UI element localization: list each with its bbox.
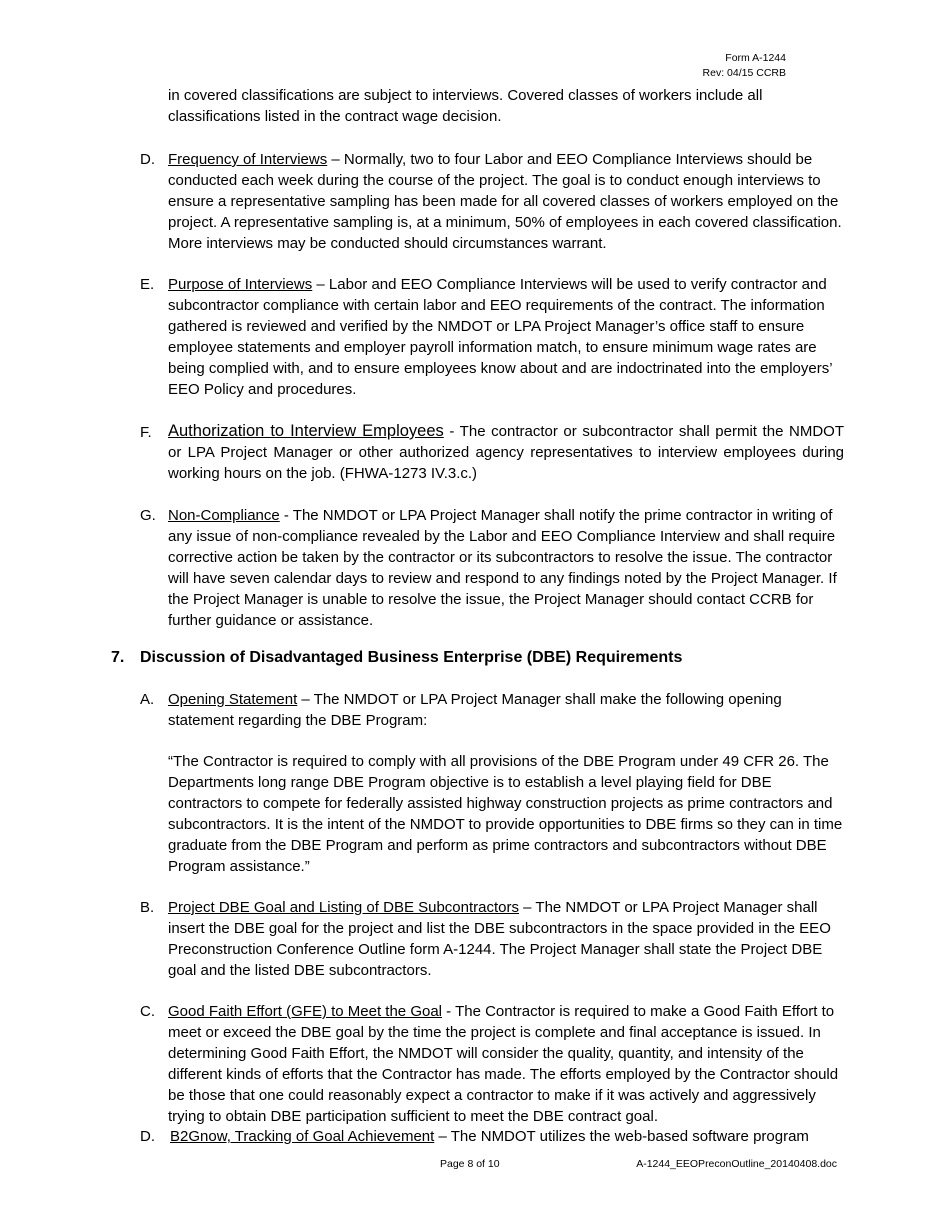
page-number: Page 8 of 10 <box>440 1158 500 1170</box>
item-title: Non-Compliance <box>168 507 280 524</box>
item-dbe-goal-listing <box>168 897 844 981</box>
document-filename: A-1244_EEOPreconOutline_20140408.doc <box>636 1158 837 1170</box>
item-e-label: E. <box>140 276 155 293</box>
item-title: Authorization to Interview Employees <box>168 422 444 440</box>
item-title: B2Gnow, Tracking of Goal Achievement <box>170 1128 435 1145</box>
item-b2gnow <box>170 1126 846 1147</box>
item-title: Purpose of Interviews <box>168 276 313 293</box>
section-7-heading: Discussion of Disadvantaged Business Enterprise (DBE) Requirements <box>140 649 683 666</box>
item-title: Project DBE Goal and Listing of DBE Subcontractors <box>168 899 520 916</box>
item-opening-statement <box>168 689 844 731</box>
item-body: - The contractor or subcontractor shall permit the NMDOT or LPA Project Manager or other authorized agency representatives to interview employees during working hours on the job. (FHWA-1273 IV.3.c.) <box>168 423 845 482</box>
item-body: - The Contractor is required to make a Good Faith Effort to meet or exceed the DBE goal by the time the project is complete and final acceptance is issued. In determining Good Faith Effort, the NMDOT will consider the quality, quantity, and intensity of the different kinds of efforts that the Contractor has made. The efforts employed by the Contractor should be those that one could reasonably expect a contractor to make if it was actively and aggressively trying to obtain DBE participation sufficient to meet the DBE contract goal. <box>168 1003 839 1125</box>
item-body: – The NMDOT or LPA Project Manager shall insert the DBE goal for the project and list the DBE subcontractors in the space provided in the EEO Preconstruction Conference Outline form A-1244. The Project Manager shall state the Project DBE goal and the listed DBE subcontractors. <box>168 899 831 979</box>
section-7-number: 7. <box>111 649 125 666</box>
item-title: Frequency of Interviews <box>168 151 328 168</box>
item-body: – The NMDOT or LPA Project Manager shall make the following opening statement regarding the DBE Program: <box>168 691 782 729</box>
item-body: - The NMDOT or LPA Project Manager shall notify the prime contractor in writing of any issue of non-compliance revealed by the Labor and EEO Compliance Interview and shall require corrective action be taken by the contractor or its subcontractors to resolve the issue. The contractor will have seven calendar days to review and respond to any findings noted by the Project Manager. If the Project Manager is unable to resolve the issue, the Project Manager should contact CCRB for further guidance or assistance. <box>168 507 837 629</box>
item-d-label: D. <box>140 151 155 168</box>
item-frequency-of-interviews <box>168 149 844 254</box>
item-purpose-of-interviews <box>168 274 844 400</box>
item-7c-label: C. <box>140 1003 155 1020</box>
item-title: Good Faith Effort (GFE) to Meet the Goal <box>168 1003 443 1020</box>
item-7b-label: B. <box>140 899 155 916</box>
revision-date: Rev: 04/15 CCRB <box>702 67 786 79</box>
intro-text: in covered classifications are subject to interviews. Covered classes of workers include all classifications listed in the contract wage decision. <box>168 87 763 125</box>
item-non-compliance <box>168 505 844 631</box>
item-body: – Labor and EEO Compliance Interviews will be used to verify contractor and subcontractor compliance with certain labor and EEO requirements of the contract. The information gathered is reviewed and verified by the NMDOT or LPA Project Manager’s office staff to ensure employee statements and employer payroll information match, to ensure minimum wage rates are being complied with, and to ensure employees know about and are indoctrinated into the employers’ EEO Policy and procedures. <box>168 276 833 398</box>
item-authorization <box>168 421 844 484</box>
dbe-opening-quote <box>168 751 844 877</box>
item-7a-label: A. <box>140 691 155 708</box>
item-good-faith-effort <box>168 1001 844 1127</box>
intro-paragraph <box>168 85 844 127</box>
item-g-label: G. <box>140 507 156 524</box>
form-number: Form A-1244 <box>725 52 786 64</box>
item-title: Opening Statement <box>168 691 298 708</box>
item-7d-label: D. <box>140 1128 155 1145</box>
item-body: – The NMDOT utilizes the web-based software program <box>434 1128 809 1145</box>
item-body: – Normally, two to four Labor and EEO Compliance Interviews should be conducted each week during the course of the project. The goal is to conduct enough interviews to ensure a representative sampling has been made for all covered classes of workers employed on the project. A representative sampling is, at a minimum, 50% of employees in each covered classification. More interviews may be conducted should circumstances warrant. <box>168 151 842 252</box>
item-f-label: F. <box>140 424 152 441</box>
quote-text: “The Contractor is required to comply with all provisions of the DBE Program under 49 CFR 26. The Departments long range DBE Program objective is to establish a level playing field for DBE contractors to compete for federally assisted highway construction projects as prime contractors and subcontractors. It is the intent of the NMDOT to provide opportunities to DBE firms so they can in time graduate from the DBE Program and perform as prime contractors and subcontractors without DBE Program assistance.” <box>168 753 843 875</box>
